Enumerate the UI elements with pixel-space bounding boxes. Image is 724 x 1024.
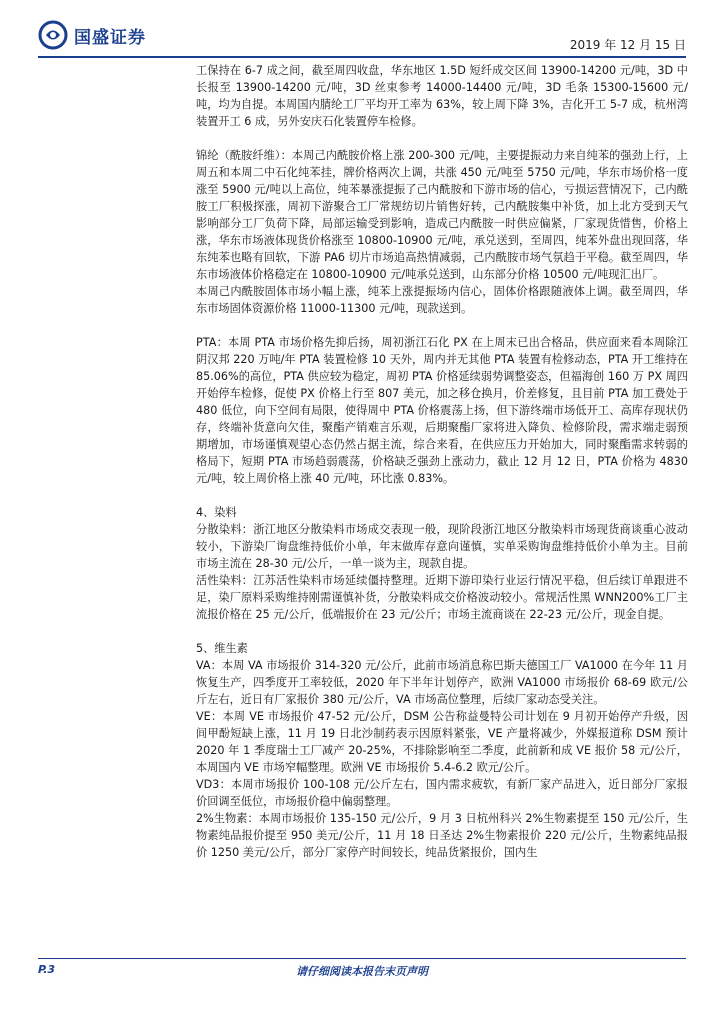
brand-logo-icon (38, 20, 68, 50)
paragraph-vd3: VD3：本周市场报价 100-108 元/公斤左右，国内需求疲软，有新厂家产品进入，近日部分厂家报价回调至低位，市场报价稳中偏弱整理。 (196, 778, 688, 808)
paragraph-pta: PTA：本周 PTA 市场价格先抑后扬，周初浙江石化 PX 在上周末已出合格品，供应面来看本周除江阴汉邦 220 万吨/年 PTA 装置检修 10 天外，周内并无其他 PTA 装置有检修动态，PTA 开工维持在 85.06%的高位，PTA 供应较为稳定，周初 PTA 价格延续弱势调整姿态，但福海创 160 万 PX 周四开始停车检修，促使 PX 价格上行至 807 美元，加之移仓换月，价差修复，且目前 PTA 加工费处于 480 低位，向下空间有局限，使得周中 PTA 价格震荡上扬，但下游终端市场低开工、高库存现状仍存，终端补货意向欠佳，聚酯产销难言乐观，后期聚酯厂家将进入降负、检修阶段，需求端走弱预期增加，市场谨慎观望心态仍然占据主流，综合来看，在供应压力开始加大，同时聚酯需求转弱的格局下，短期 PTA 市场趋弱震荡，价格缺乏强劲上涨动力，截止 12 月 12 日，PTA 价格为 4830 元/吨，较上周价格上涨 40 元/吨，环比涨 0.83%。 (196, 336, 688, 485)
section-heading-vitamins: 5、维生素 (196, 642, 248, 655)
footer-divider (38, 958, 686, 959)
paragraph-nylon: 锦纶（酰胺纤维）：本周己内酰胺价格上涨 200-300 元/吨，主要提振动力来自纯苯的强劲上行，上周五和本周二中石化纯苯挂，牌价格两次上调，共涨 450 元/吨至 5750 元/吨，华东市场价格一度涨至 5900 元/吨以上高位，纯苯暴涨提振了己内酰胺和下游市场的信心，亏损运营情况下，己内酰胺工厂积极探涨，周初下游聚合工厂常规纺切片销售好转，己内酰胺集中补货，加上北方受到天气影响部分工厂负荷下降，局部运输受到影响，造成己内酰胺一时供应偏紧，厂家现货惜售，价格上涨，华东市场液体现货价格涨至 10800-10900 元/吨，承兑送到，至周四，纯苯外盘出现回落，华东纯苯也略有回软，下游 PA6 切片市场追高热情减弱，己内酰胺市场气氛趋于平稳。截至周四，华东市场液体价格稳定在 10800-10900 元/吨承兑送到，山东部分价格 10500 元/吨现汇出厂。 (196, 149, 688, 281)
paragraph-va: VA：本周 VA 市场报价 314-320 元/公斤，此前市场消息称巴斯夫德国工厂 VA1000 在今年 11 月恢复生产，四季度开工率较低，2020 年下半年计划停产，欧洲 VA1000 市场报价 68-69 欧元/公斤左右，近日有厂家报价 380 元/公斤，VA 市场高位整理，后续厂家动态受关注。 (196, 659, 688, 706)
paragraph-acrylic: 工保持在 6-7 成之间，截至周四收盘，华东地区 1.5D 短纤成交区间 13900-14200 元/吨，3D 中长报至 13900-14200 元/吨，3D 丝束参考 14000-14400 元/吨，3D 毛条 15300-15600 元/吨，均为自提。本周国内腈纶工厂平均开工率为 63%，较上周下降 3%，吉化开工 5-7 成，杭州湾装置开工 6 成，另外安庆石化装置停车检修。 (196, 64, 688, 128)
report-body (196, 62, 688, 861)
page-number: P.3 (38, 963, 56, 976)
header-divider (38, 56, 686, 58)
paragraph-reactive-dye: 活性染料：江苏活性染料市场延续僵持整理。近期下游印染行业运行情况平稳，但后续订单跟进不足，染厂原料采购维持刚需谨慎补货，分散染料成交价格波动较小。常规活性黑 WNN200%工厂主流报价格在 25 元/公斤，低端报价在 23 元/公斤；市场主流商谈在 22-23 元/公斤，现金自提。 (196, 574, 688, 621)
paragraph-biotin: 2%生物素：本周市场报价 135-150 元/公斤，9 月 3 日杭州科兴 2%生物素提至 150 元/公斤，生物素纯品报价提至 950 美元/公斤，11 月 18 日圣达 2%生物素报价 220 元/公斤，生物素纯品报价 1250 美元/公斤，部分厂家停产时间较长，纯品货紧报价，国内生 (196, 812, 688, 859)
disclaimer-link[interactable]: 请仔细阅读本报告末页声明 (296, 965, 428, 978)
brand-logo (38, 20, 146, 50)
report-date: 2019 年 12 月 15 日 (569, 38, 686, 52)
section-heading-dyes: 4、染料 (196, 506, 237, 519)
brand-name: 国盛证券 (74, 27, 146, 48)
page-footer (38, 961, 686, 981)
paragraph-disperse-dye: 分散染料：浙江地区分散染料市场成交表现一般，现阶段浙江地区分散染料市场现货商谈重心波动较小，下游染厂询盘维持低价小单，年末做库存意向谨慎，实单采购询盘维持低价小单为主。目前市场主流在 28-30 元/公斤，一单一谈为主，现款自提。 (196, 523, 688, 570)
paragraph-ve: VE：本周 VE 市场报价 47-52 元/公斤，DSM 公告称益曼特公司计划在 9 月初开始停产升级，因间甲酚短缺上涨，11 月 19 日北沙制药表示因原料紧张，VE 产量将减少，外媒报道称 DSM 预计 2020 年 1 季度瑞士工厂减产 20-25%，不排除影响至二季度，此前新和成 VE 报价 58 元/公斤，本周国内 VE 市场窄幅整理。欧洲 VE 市场报价 5.4-6.2 欧元/公斤。 (196, 710, 688, 774)
paragraph-nylon-solid: 本周己内酰胺固体市场小幅上涨，纯苯上涨提振场内信心，固体价格跟随液体上调。截至周四，华东市场固体资源价格 11000-11300 元/吨，现款送到。 (196, 285, 688, 315)
page-header (0, 0, 724, 58)
